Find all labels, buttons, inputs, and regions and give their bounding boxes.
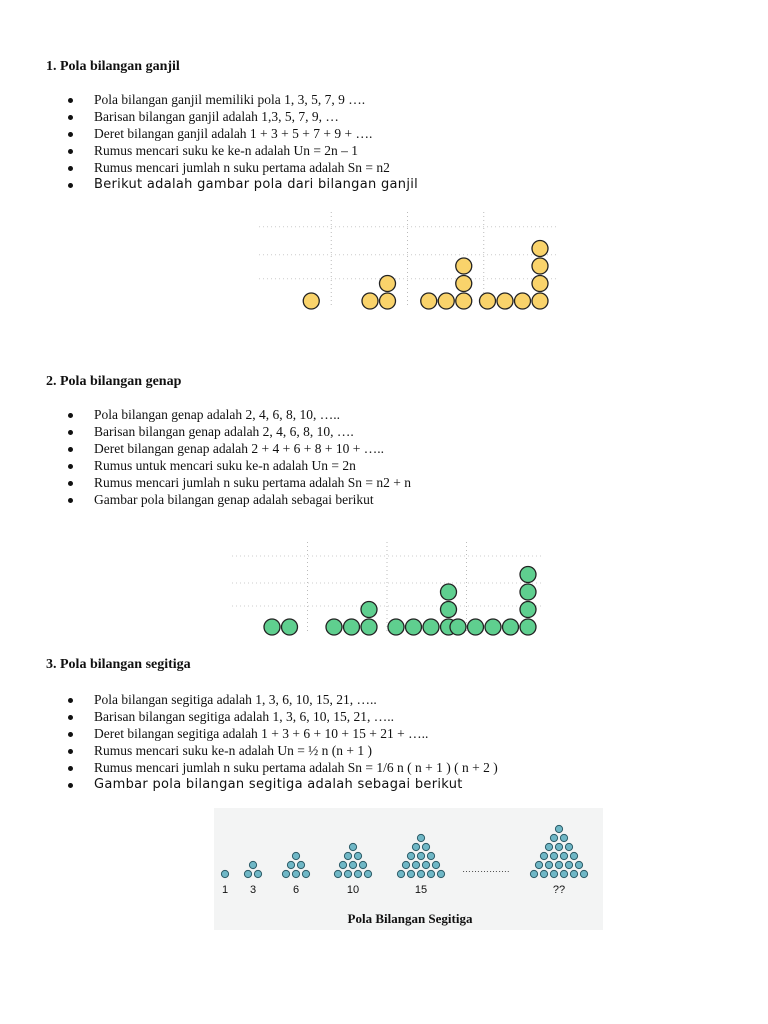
- triangle-label: 15: [414, 884, 428, 896]
- triangle-dot: [302, 870, 309, 877]
- pattern-dot: [468, 619, 484, 635]
- pattern-dot: [441, 602, 457, 618]
- pattern-dot: [388, 619, 404, 635]
- triangle-dot: [565, 843, 572, 850]
- section-even-numbers: [46, 374, 736, 390]
- pattern-dot: [532, 276, 548, 292]
- triangle-dot: [555, 843, 562, 850]
- triangle-dot: [432, 861, 439, 868]
- pattern-dot: [438, 293, 454, 309]
- pattern-dot: [456, 293, 472, 309]
- triangle-dot: [359, 861, 366, 868]
- section-heading: 2. Pola bilangan genap: [46, 374, 182, 389]
- pattern-dot: [480, 293, 496, 309]
- triangle-dot: [344, 852, 351, 859]
- list-item: Pola bilangan ganjil memiliki pola 1, 3, 5, 7, 9 ….: [68, 91, 418, 108]
- pattern-dot: [362, 293, 378, 309]
- figure-caption: Pola Bilangan Segitiga: [347, 911, 473, 926]
- pattern-dot: [282, 619, 298, 635]
- list-item: Gambar pola bilangan genap adalah sebagai berikut: [68, 491, 411, 508]
- pattern-dot: [503, 619, 519, 635]
- triangle-dot: [397, 870, 404, 877]
- triangle-label: ??: [552, 884, 566, 896]
- odd-pattern-svg: [255, 208, 560, 312]
- triangle-dot: [422, 843, 429, 850]
- triangle-dot: [550, 834, 557, 841]
- triangle-dot: [422, 861, 429, 868]
- triangle-dot: [535, 861, 542, 868]
- list-item: Barisan bilangan genap adalah 2, 4, 6, 8, 10, ….: [68, 423, 411, 440]
- even-bullet-list: [68, 406, 411, 508]
- triangle-dot: [292, 870, 299, 877]
- triangle-dot: [540, 870, 547, 877]
- triangle-dot: [560, 834, 567, 841]
- pattern-dot: [532, 258, 548, 274]
- triangle-dot: [354, 852, 361, 859]
- pattern-dot: [361, 619, 377, 635]
- pattern-dot: [380, 276, 396, 292]
- triangle-dot: [427, 870, 434, 877]
- triangle-dot: [530, 870, 537, 877]
- pattern-dot: [326, 619, 342, 635]
- pattern-dot: [532, 293, 548, 309]
- triangle-dot: [407, 870, 414, 877]
- triangle-dot: [555, 825, 562, 832]
- triangle-pattern-svg: [214, 808, 603, 930]
- triangle-dot: [287, 861, 294, 868]
- triangle-dot: [555, 861, 562, 868]
- triangle-label: 3: [249, 884, 257, 896]
- triangle-dot: [560, 870, 567, 877]
- section-triangular-numbers: [46, 657, 736, 673]
- triangle-pattern-figure: [214, 808, 603, 930]
- list-item: Gambar pola bilangan segitiga adalah sebagai berikut: [68, 776, 498, 793]
- section-heading: 1. Pola bilangan ganjil: [46, 59, 180, 74]
- list-item: Rumus mencari jumlah n suku pertama adalah Sn = n2 + n: [68, 474, 411, 491]
- pattern-dot: [520, 567, 536, 583]
- triangle-dot: [344, 870, 351, 877]
- triangle-dot: [427, 852, 434, 859]
- pattern-dot: [520, 619, 536, 635]
- list-item: Barisan bilangan ganjil adalah 1,3, 5, 7, 9, …: [68, 108, 418, 125]
- pattern-dot: [361, 602, 377, 618]
- list-item: Rumus mencari suku ke ke-n adalah Un = 2n – 1: [68, 142, 418, 159]
- list-item: Deret bilangan genap adalah 2 + 4 + 6 + 8 + 10 + …..: [68, 440, 411, 457]
- list-item: Rumus mencari suku ke-n adalah Un = ½ n (n + 1 ): [68, 742, 498, 759]
- pattern-dot: [532, 241, 548, 257]
- pattern-dot: [456, 276, 472, 292]
- triangle-dot: [560, 852, 567, 859]
- triangle-dot: [417, 870, 424, 877]
- triangle-dot: [402, 861, 409, 868]
- pattern-dot: [421, 293, 437, 309]
- triangle-dot: [244, 870, 251, 877]
- triangle-dot: [575, 861, 582, 868]
- triangle-dot: [364, 870, 371, 877]
- list-item: Pola bilangan genap adalah 2, 4, 6, 8, 10, …..: [68, 406, 411, 423]
- list-item: Deret bilangan segitiga adalah 1 + 3 + 6 + 10 + 15 + 21 + …..: [68, 725, 498, 742]
- pattern-dot: [441, 584, 457, 600]
- triangle-dot: [540, 852, 547, 859]
- triangle-dot: [297, 861, 304, 868]
- triangle-dot: [407, 852, 414, 859]
- odd-bullet-list: [68, 91, 418, 193]
- triangle-dot: [570, 852, 577, 859]
- triangle-dot: [565, 861, 572, 868]
- triangle-dot: [545, 861, 552, 868]
- pattern-dot: [423, 619, 439, 635]
- list-item: Rumus mencari jumlah n suku pertama adalah Sn = 1/6 n ( n + 1 ) ( n + 2 ): [68, 759, 498, 776]
- pattern-dot: [264, 619, 280, 635]
- even-pattern-figure: [228, 538, 546, 638]
- list-item: Barisan bilangan segitiga adalah 1, 3, 6, 10, 15, 21, …..: [68, 708, 498, 725]
- triangle-label: 1: [221, 884, 229, 896]
- triangle-dot: [349, 843, 356, 850]
- triangle-dot: [334, 870, 341, 877]
- list-item: Pola bilangan segitiga adalah 1, 3, 6, 10, 15, 21, …..: [68, 691, 498, 708]
- triangle-label: 6: [292, 884, 300, 896]
- ellipsis: …………….: [462, 864, 510, 874]
- pattern-dot: [380, 293, 396, 309]
- triangle-dot: [354, 870, 361, 877]
- triangle-bullet-list: [68, 691, 498, 793]
- pattern-dot: [520, 602, 536, 618]
- triangle-dot: [545, 843, 552, 850]
- pattern-dot: [456, 258, 472, 274]
- list-item: Berikut adalah gambar pola dari bilangan ganjil: [68, 176, 418, 193]
- triangle-dot: [550, 870, 557, 877]
- triangle-dot: [412, 861, 419, 868]
- triangle-dot: [437, 870, 444, 877]
- pattern-dot: [515, 293, 531, 309]
- pattern-dot: [303, 293, 319, 309]
- section-odd-numbers: [46, 59, 736, 75]
- odd-pattern-figure: [255, 208, 560, 312]
- triangle-dot: [249, 861, 256, 868]
- pattern-dot: [520, 584, 536, 600]
- triangle-dot: [221, 870, 228, 877]
- pattern-dot: [344, 619, 360, 635]
- section-heading: 3. Pola bilangan segitiga: [46, 657, 191, 672]
- triangle-dot: [292, 852, 299, 859]
- triangle-dot: [580, 870, 587, 877]
- triangle-dot: [417, 834, 424, 841]
- even-pattern-svg: [228, 538, 546, 638]
- pattern-dot: [450, 619, 466, 635]
- triangle-dot: [282, 870, 289, 877]
- triangle-dot: [570, 870, 577, 877]
- triangle-dot: [339, 861, 346, 868]
- triangle-dot: [254, 870, 261, 877]
- list-item: Rumus untuk mencari suku ke-n adalah Un = 2n: [68, 457, 411, 474]
- pattern-dot: [406, 619, 422, 635]
- triangle-dot: [349, 861, 356, 868]
- triangle-dot: [412, 843, 419, 850]
- list-item: Rumus mencari jumlah n suku pertama adalah Sn = n2: [68, 159, 418, 176]
- pattern-dot: [497, 293, 513, 309]
- triangle-dot: [550, 852, 557, 859]
- list-item: Deret bilangan ganjil adalah 1 + 3 + 5 + 7 + 9 + ….: [68, 125, 418, 142]
- pattern-dot: [485, 619, 501, 635]
- triangle-dot: [417, 852, 424, 859]
- triangle-label: 10: [346, 884, 360, 896]
